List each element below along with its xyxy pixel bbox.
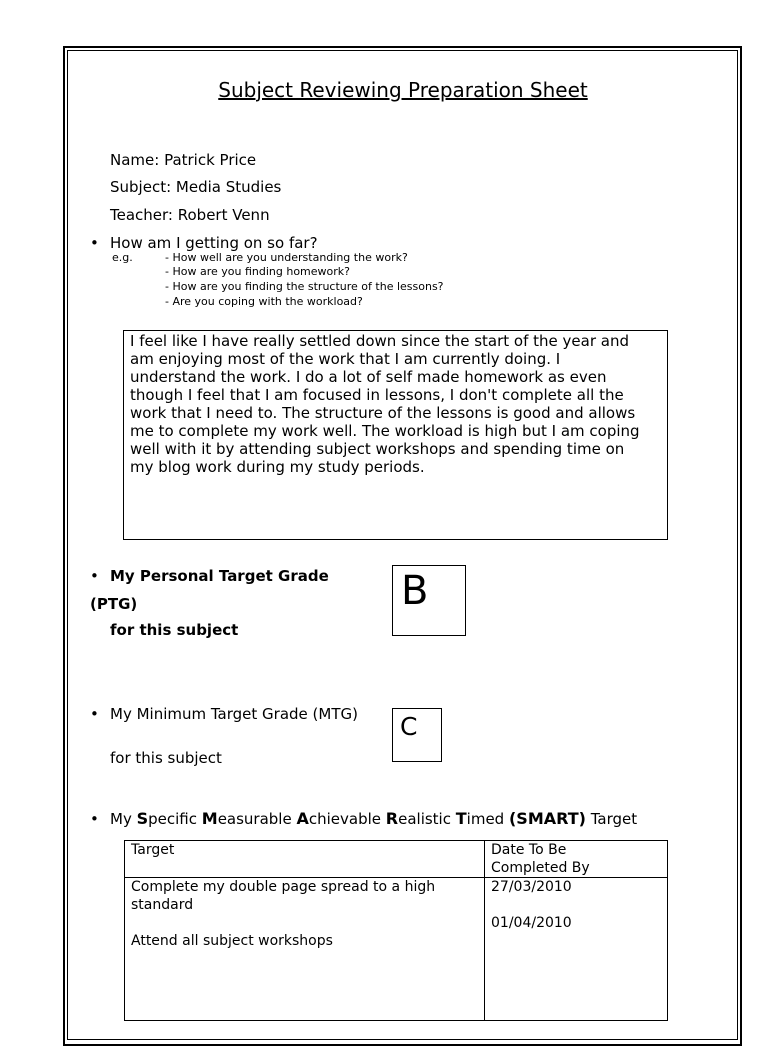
example-label: e.g. [112, 251, 133, 264]
student-teacher: Teacher: Robert Venn [110, 206, 270, 224]
response-line: my blog work during my study periods. [130, 458, 425, 476]
target-line: standard [131, 897, 194, 913]
response-line: me to complete my work well. The workload is high but I am coping [130, 422, 640, 440]
bullet-icon: • [90, 810, 99, 828]
smart-target-table [124, 840, 668, 1021]
example-item: - How are you finding the structure of the lessons? [165, 280, 444, 293]
date-value: 01/04/2010 [491, 915, 572, 931]
header-target [125, 841, 485, 878]
target-line: Attend all subject workshops [131, 933, 333, 949]
response-line: am enjoying most of the work that I am currently doing. I [130, 350, 561, 368]
ptg-grade: B [401, 568, 429, 614]
student-subject: Subject: Media Studies [110, 178, 282, 196]
mtg-grade: C [400, 712, 418, 741]
bullet-icon: • [90, 234, 99, 252]
smart-acronym: (SMART) [508, 809, 586, 828]
header-target-text: Target [131, 842, 175, 858]
example-item: - How are you finding homework? [165, 265, 350, 278]
response-line: though I feel that I am focused in lessons, I don't complete all the [130, 386, 624, 404]
smart-letter-m: M [201, 809, 218, 828]
target-line: Complete my double page spread to a high [131, 879, 436, 895]
ptg-label-line1: My Personal Target Grade [110, 567, 329, 585]
response-line: I feel like I have really settled down since the start of the year and [130, 332, 629, 350]
example-item: - Are you coping with the workload? [165, 295, 363, 308]
smart-word-timed: imed [466, 810, 509, 828]
example-item: - How well are you understanding the work? [165, 251, 408, 264]
smart-letter-t: T [455, 809, 467, 828]
mtg-grade-box [392, 708, 442, 762]
header-date-line1: Date To Be [491, 842, 567, 858]
progress-question [90, 234, 318, 252]
table-row [125, 878, 668, 1021]
date-cell [485, 878, 668, 1021]
page-title: Subject Reviewing Preparation Sheet [218, 78, 588, 102]
response-line: work that I need to. The structure of the lessons is good and allows [130, 404, 636, 422]
ptg-grade-box [392, 565, 466, 636]
date-value: 27/03/2010 [491, 879, 572, 895]
target-cell [125, 878, 485, 1021]
progress-response-box [123, 330, 668, 540]
header-date [485, 841, 668, 878]
smart-word-measurable: easurable [217, 810, 297, 828]
ptg-label-line2: (PTG) [90, 595, 138, 613]
mtg-label [90, 705, 358, 723]
bullet-icon: • [90, 567, 99, 585]
mtg-label-line1: My Minimum Target Grade (MTG) [110, 705, 358, 723]
mtg-label-line2: for this subject [110, 749, 222, 767]
student-name: Name: Patrick Price [110, 151, 257, 169]
smart-word-achievable: chievable [308, 810, 386, 828]
smart-word-realistic: ealistic [398, 810, 456, 828]
table-header-row [125, 841, 668, 878]
bullet-icon: • [90, 705, 99, 723]
response-line: understand the work. I do a lot of self made homework as even [130, 368, 607, 386]
ptg-label-line3: for this subject [110, 621, 239, 639]
smart-heading [90, 809, 637, 828]
smart-word-specific: pecific [148, 810, 202, 828]
response-line: well with it by attending subject workshops and spending time on [130, 440, 625, 458]
progress-question-text: How am I getting on so far? [110, 234, 318, 252]
smart-letter-a: A [296, 809, 309, 828]
ptg-label [90, 567, 329, 585]
smart-suffix: Target [585, 810, 638, 828]
smart-letter-s: S [136, 809, 149, 828]
header-date-line2: Completed By [491, 860, 590, 876]
smart-prefix: My [110, 810, 137, 828]
smart-letter-r: R [385, 809, 399, 828]
